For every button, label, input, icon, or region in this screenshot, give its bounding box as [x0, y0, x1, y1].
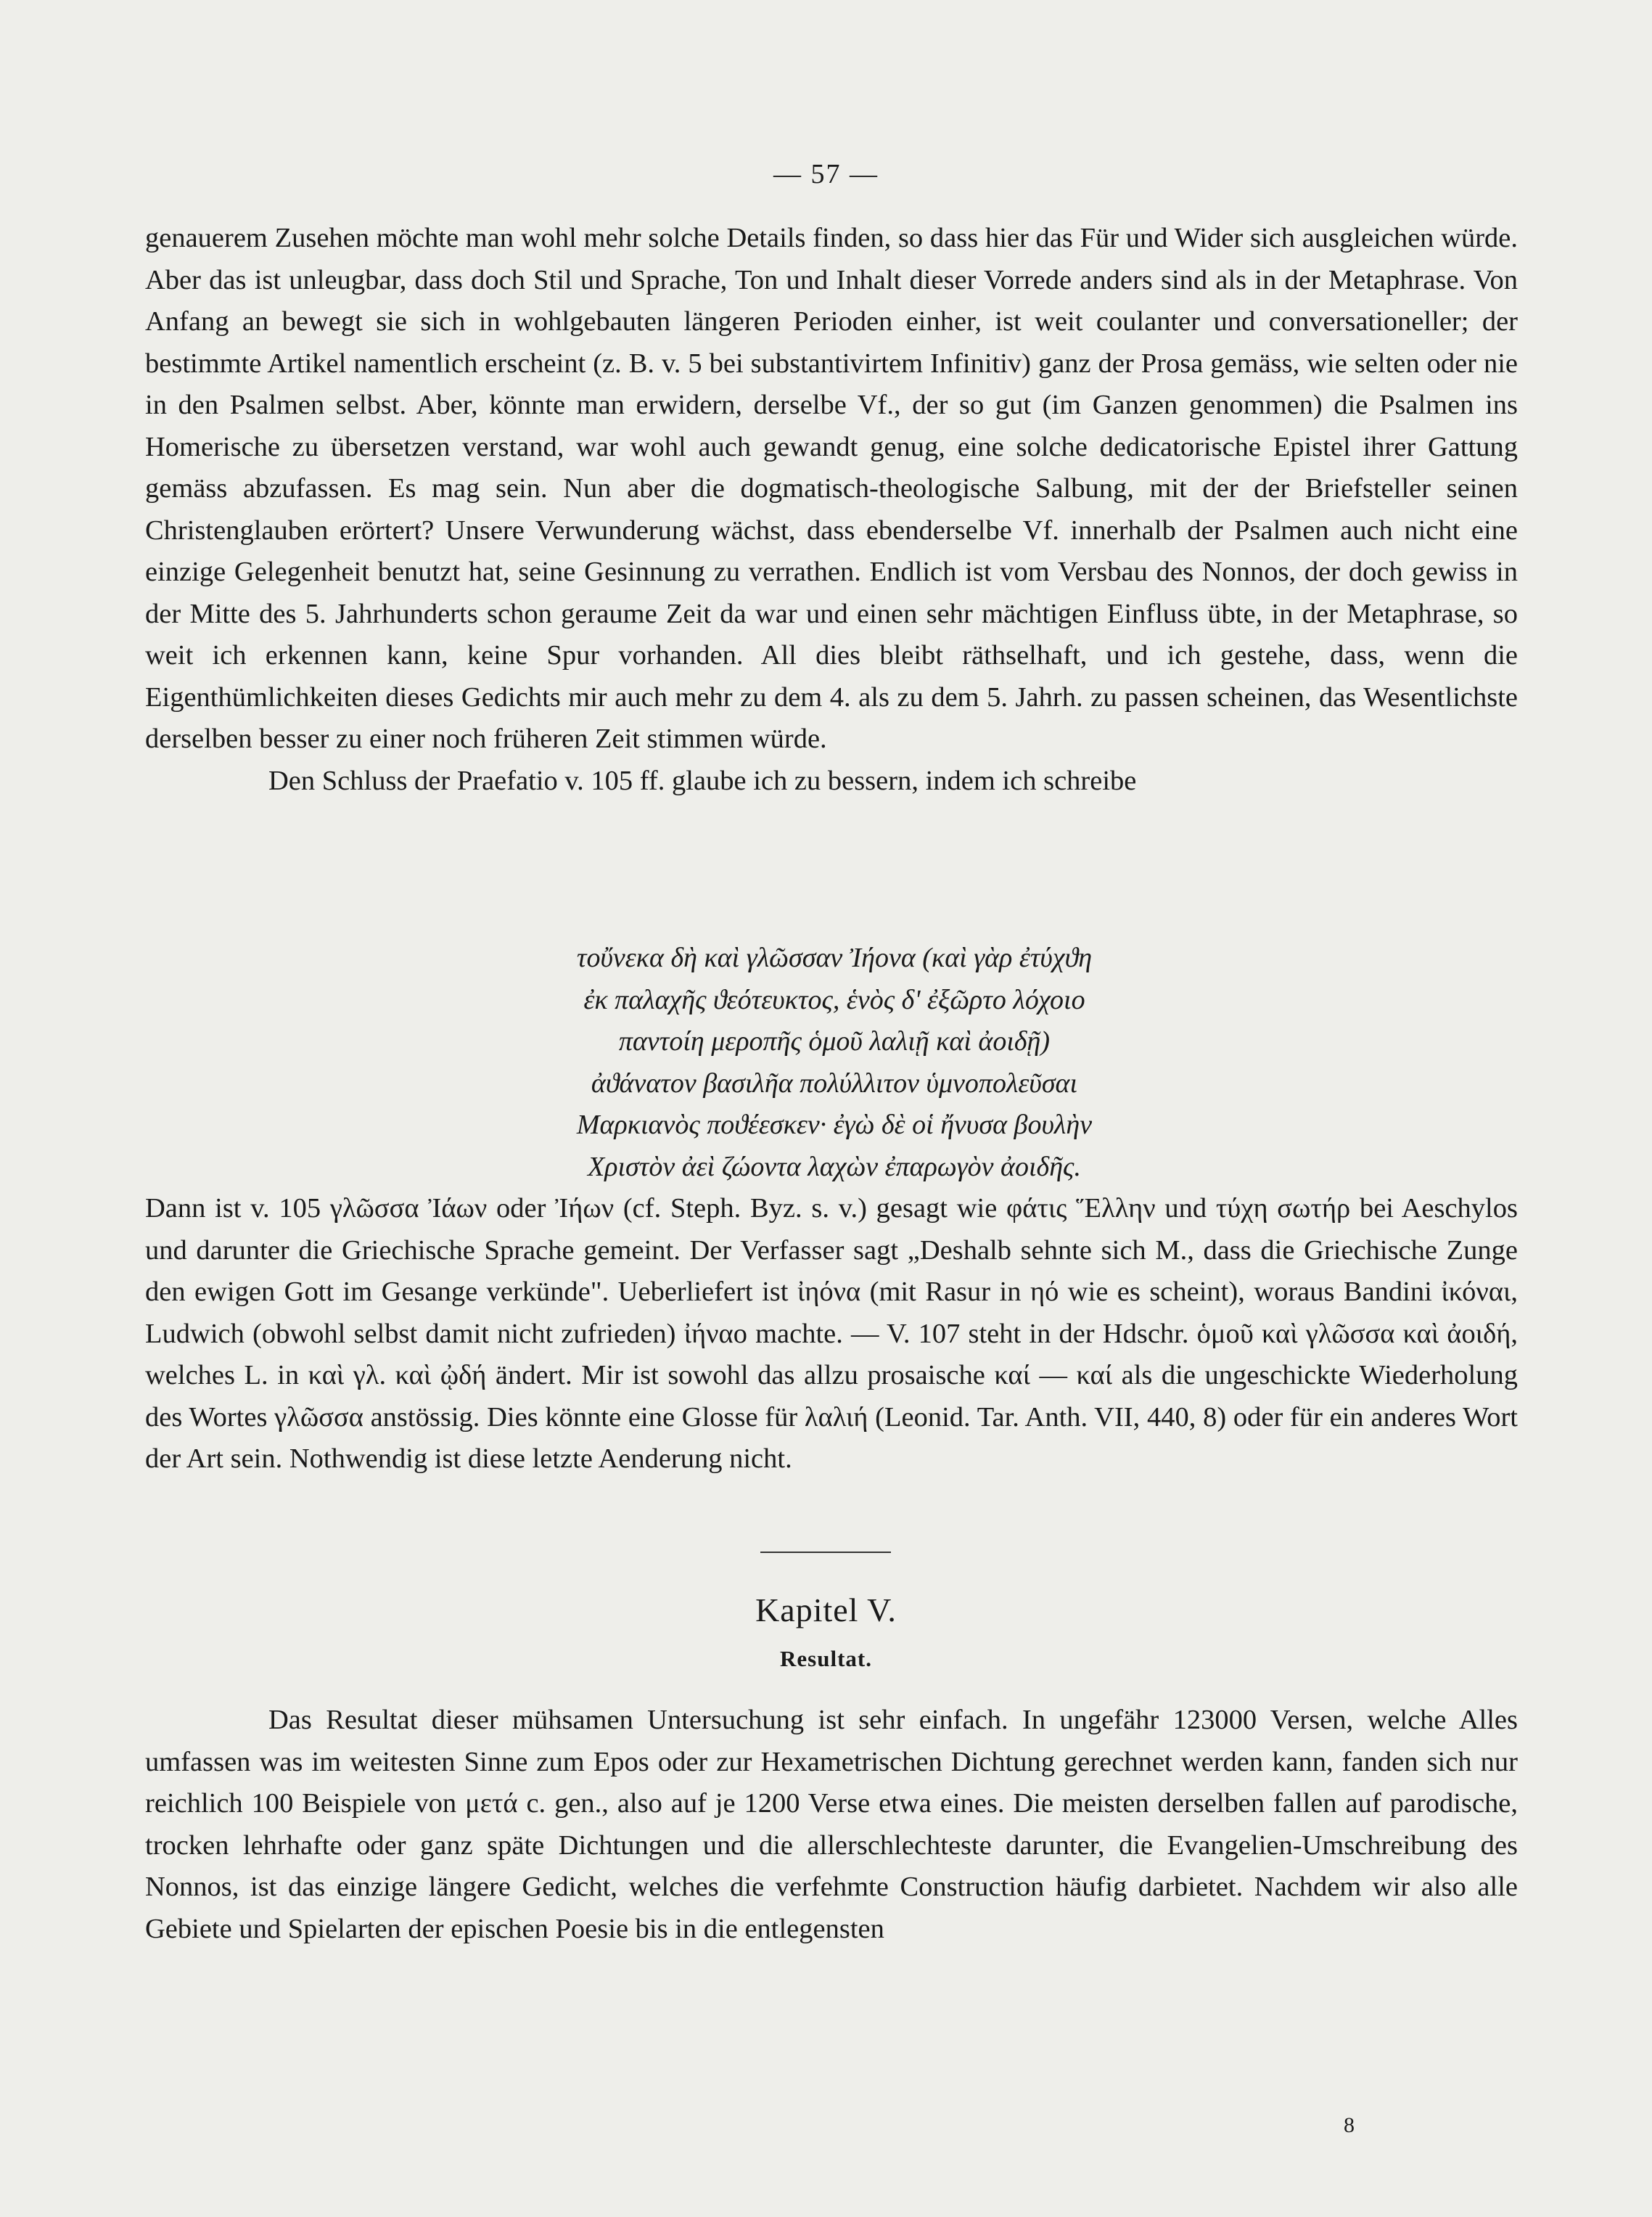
chapter-title: Kapitel V.: [755, 1591, 897, 1628]
verse-line: ἀϑάνατον βασιλῆα πολύλλιτον ὑμνοπολεῦσαι: [591, 1067, 1078, 1099]
signature-mark: 8: [1344, 2113, 1355, 2137]
verse-line: παντοίη μεροπῆς ὁμοῦ λαλιῇ καὶ ἀοιδῇ): [618, 1026, 1051, 1057]
greek-verse-quotation: [290, 938, 1378, 1188]
paragraph-block-a: [145, 218, 1518, 802]
paragraph-block-c: [145, 1700, 1518, 1950]
paragraph-block-b: [145, 1188, 1518, 1480]
chapter-subtitle: Resultat.: [780, 1646, 872, 1671]
verse-line: ἐκ παλαχῆς ϑεότευκτος, ἑνὸς δ' ἐξῶρτο λόχοιο: [583, 984, 1085, 1015]
paragraph-commentary: Dann ist v. 105 γλῶσσα Ἰάων oder Ἰήων (cf. Steph. Byz. s. v.) gesagt wie φάτις Ἕλλην und τύχη σωτήρ bei Aeschylos und darunter die Griechische Sprache gemeint. Der Verfasser sagt „Deshalb sehnte sich M., dass die Griechische Zunge den ewigen Gott im Gesange verkünde". Ueberliefert ist ἰηόνα (mit Rasur in ηό wie es scheint), woraus Bandini ἰκόναι, Ludwich (obwohl selbst damit nicht zufrieden) ἰήναο machte. — V. 107 steht in der Hdschr. ὁμοῦ καὶ γλῶσσα καὶ ἀοιδή, welches L. in καὶ γλ. καὶ ᾠδή ändert. Mir ist sowohl das allzu prosaische καί — καί als die ungeschickte Wiederholung des Wortes γλῶσσα anstössig. Dies könnte eine Glosse für λαλιή (Leonid. Tar. Anth. VII, 440, 8) oder für ein anderes Wort der Art sein. Nothwendig ist diese letzte Aenderung nicht.: [145, 1193, 1518, 1474]
verse-line: Χριστὸν ἀεὶ ζώοντα λαχὼν ἐπαρωγὸν ἀοιδῆς.: [588, 1151, 1081, 1182]
paragraph-emendation-intro: Den Schluss der Praefatio v. 105 ff. glaube ich zu bessern, indem ich schreibe: [268, 765, 1137, 796]
page-number-header: — 57 —: [773, 159, 879, 189]
paragraph-result: Das Resultat dieser mühsamen Untersuchung ist sehr einfach. In ungefähr 123000 Versen, welche Alles umfassen was im weitesten Sinne zum Epos oder zur Hexametrischen Dichtung gerechnet werden kann, fanden sich nur reichlich 100 Beispiele von μετά c. gen., also auf je 1200 Verse etwa eines. Die meisten derselben fallen auf parodische, trocken lehrhafte oder ganz späte Dichtungen und die allerschlechteste darunter, die Evangelien-Umschreibung des Nonnos, ist das einzige längere Gedicht, welches die verfehmte Construction häufig darbietet. Nachdem wir also alle Gebiete und Spielarten der epischen Poesie bis in die entlegensten: [145, 1705, 1518, 1944]
verse-line: τοὔνεκα δὴ καὶ γλῶσσαν Ἰήονα (καὶ γὰρ ἐτύχϑη: [576, 943, 1093, 973]
verse-line: Μαρκιανὸς ποϑέεσκεν· ἐγὼ δὲ οἱ ἤνυσα βουλὴν: [576, 1110, 1093, 1140]
section-divider: [760, 1552, 891, 1553]
paragraph-discussion: genauerem Zusehen möchte man wohl mehr solche Details finden, so dass hier das Für und Wider sich ausgleichen würde. Aber das ist unleugbar, dass doch Stil und Sprache, Ton und Inhalt dieser Vorrede anders sind als in der Metaphrase. Von Anfang an bewegt sie sich in wohlgebauten längeren Perioden einher, ist weit coulanter und conversationeller; der bestimmte Artikel namentlich erscheint (z. B. v. 5 bei substantivirtem Infinitiv) ganz der Prosa gemäss, wie selten oder nie in den Psalmen selbst. Aber, könnte man erwidern, derselbe Vf., der so gut (im Ganzen genommen) die Psalmen ins Homerische zu übersetzen verstand, war wohl auch gewandt genug, eine solche dedicatorische Epistel ihrer Gattung gemäss abzufassen. Es mag sein. Nun aber die dogmatisch-theologische Salbung, mit der der Briefsteller seinen Christenglauben erörtert? Unsere Verwunderung wächst, dass ebenderselbe Vf. innerhalb der Psalmen auch nicht eine einzige Gelegenheit benutzt hat, seine Gesinnung zu verrathen. Endlich ist vom Versbau des Nonnos, der doch gewiss in der Mitte des 5. Jahrhunderts schon geraume Zeit da war und einen sehr mächtigen Einfluss übte, in der Metaphrase, so weit ich erkennen kann, keine Spur vorhanden. All dies bleibt räthselhaft, und ich gestehe, dass, wenn die Eigenthümlichkeiten dieses Gedichts mir auch mehr zu dem 4. als zu dem 5. Jahrh. zu passen scheinen, das Wesentlichste derselben besser zu einer noch früheren Zeit stimmen würde.: [145, 223, 1518, 754]
